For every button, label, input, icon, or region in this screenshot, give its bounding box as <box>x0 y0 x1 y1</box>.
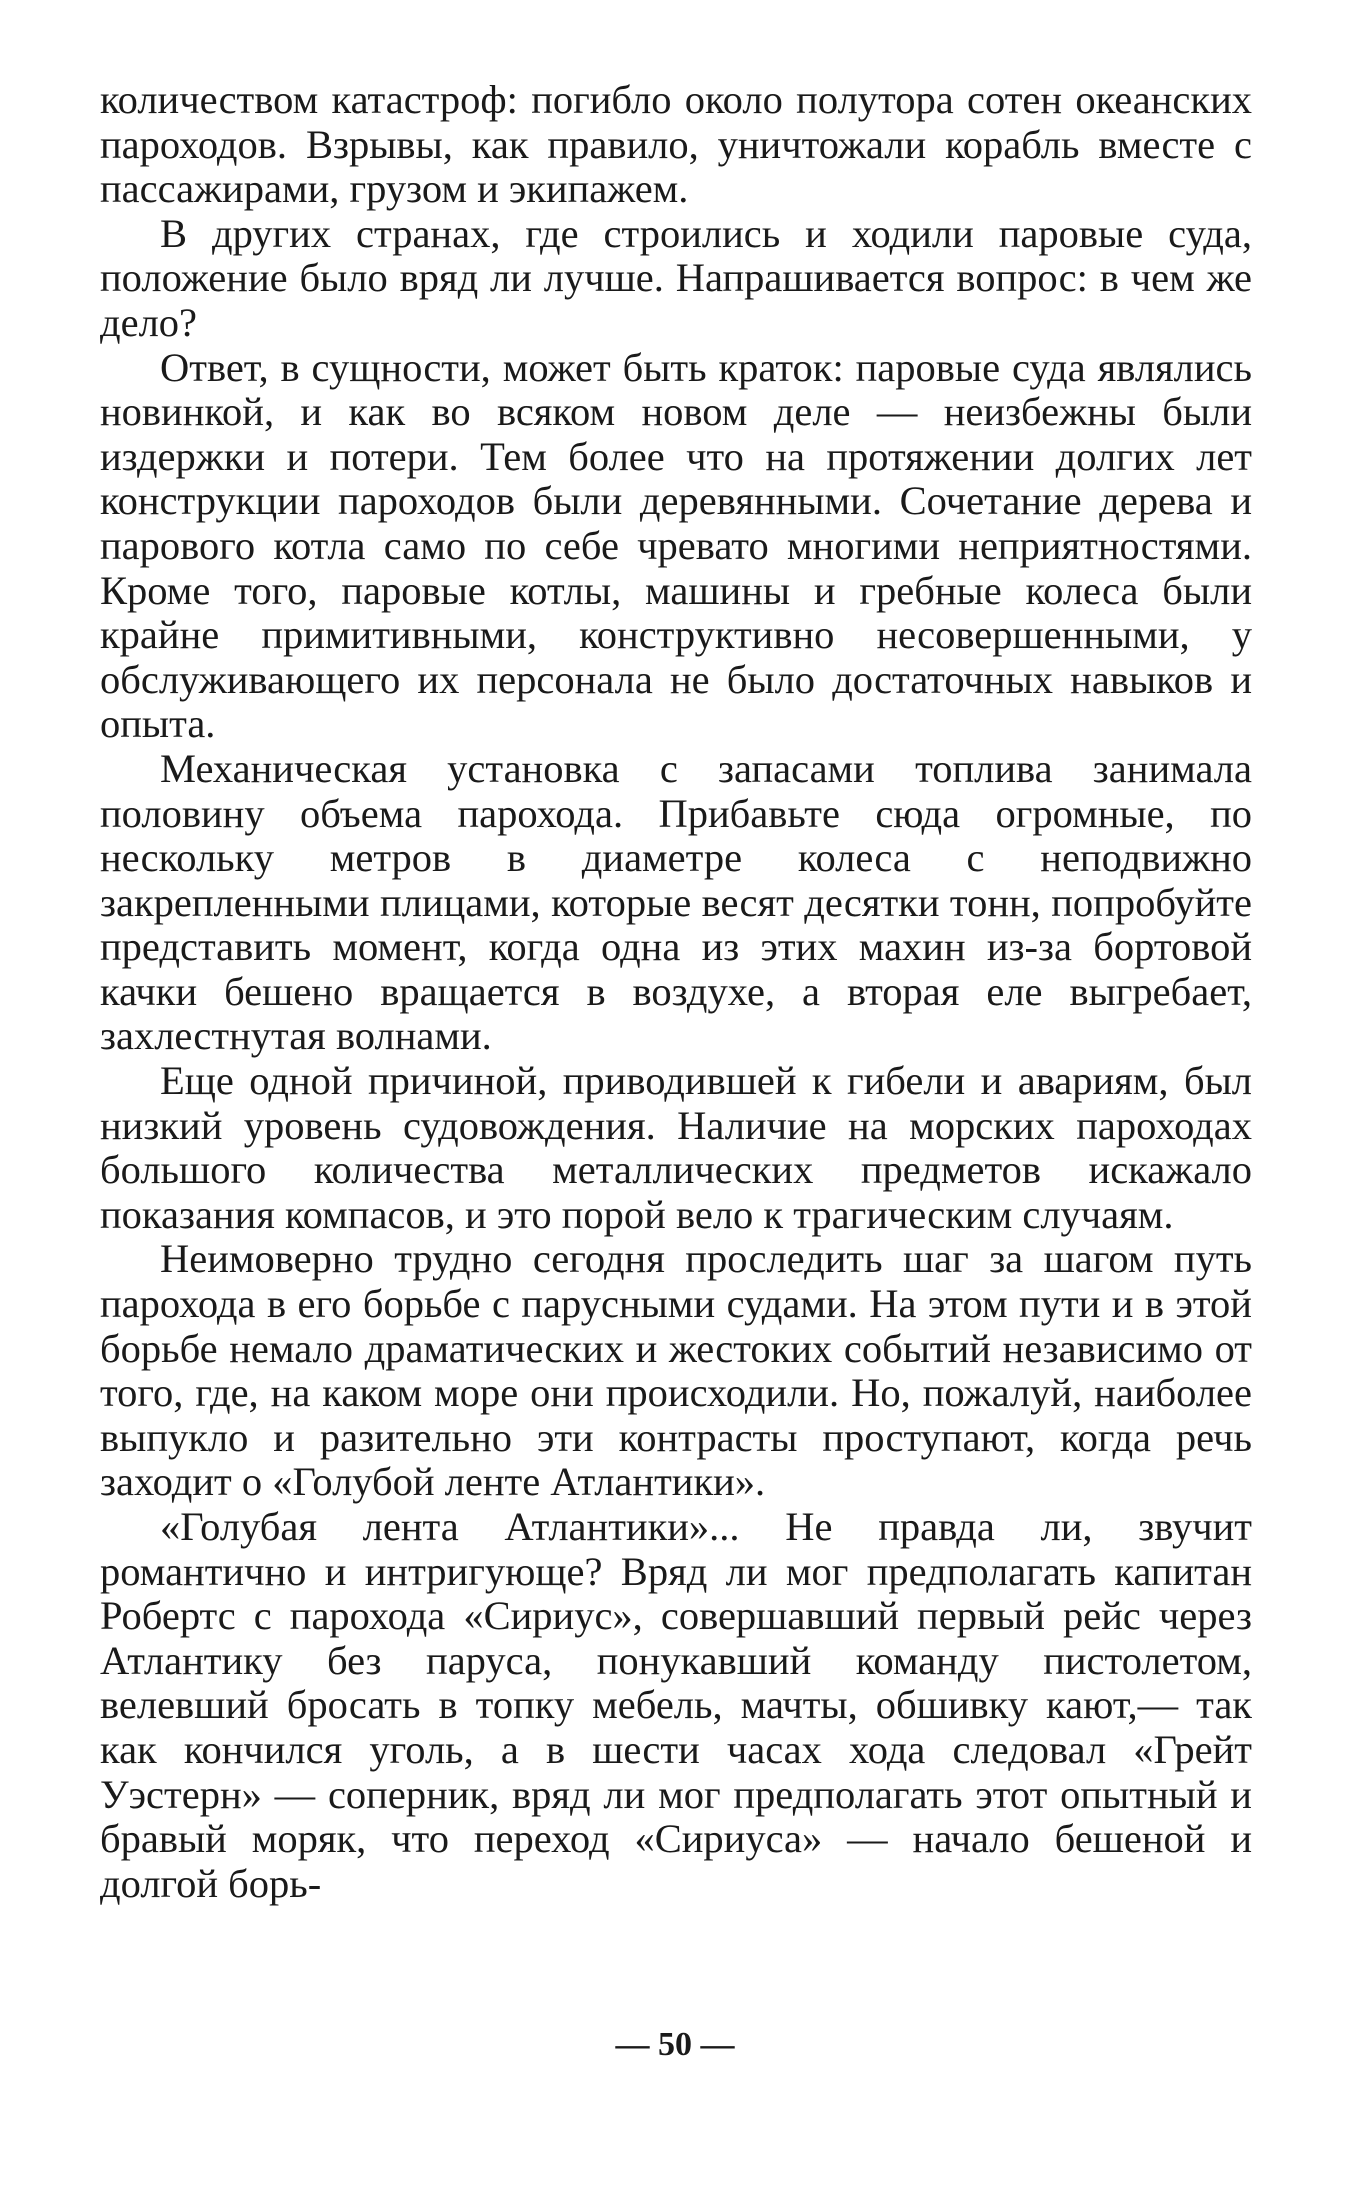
page-number: — 50 — <box>615 2026 735 2063</box>
page-text <box>100 78 1252 1906</box>
paragraph-3: Ответ, в сущности, может быть краток: паровые суда являлись новинкой, и как во всяком новом деле — неизбежны были издержки и потери. Тем более что на протяжении долгих лет конструкции пароходов были деревянными. Сочетание дерева и парового котла само по себе чревато многими неприятностями. Кроме того, паровые котлы, машины и гребные колеса были крайне примитивными, конструктивно несовершенными, у обслуживающего их персонала не было достаточных навыков и опыта. <box>100 344 1252 747</box>
paragraph-2: В других странах, где строились и ходили паровые суда, положение было вряд ли лучше. Напрашивается вопрос: в чем же дело? <box>100 210 1252 345</box>
paragraph-5: Еще одной причиной, приводившей к гибели и авариям, был низкий уровень судовождения. Наличие на морских пароходах большого количества металлических предметов искажало показания компасов, и это порой вело к трагическим случаям. <box>100 1058 1252 1237</box>
paragraph-4: Механическая установка с запасами топлива занимала половину объема парохода. Прибавьте сюда огромные, по нескольку метров в диаметре колеса с неподвижно закрепленными плицами, которые весят десятки тонн, попробуйте представить момент, когда одна из этих махин из-за бортовой качки бешено вращается в воздухе, а вторая еле выгребает, захлестнутая волнами. <box>100 745 1252 1059</box>
paragraph-1: количеством катастроф: погибло около полутора сотен океанских пароходов. Взрывы, как правило, уничтожали корабль вместе с пассажирами, грузом и экипажем. <box>100 77 1252 212</box>
paragraph-6: Неимоверно трудно сегодня проследить шаг за шагом путь парохода в его борьбе с парусными судами. На этом пути и в этой борьбе немало драматических и жестоких событий независимо от того, где, на каком море они происходили. Но, пожалуй, наиболее выпукло и разительно эти контрасты проступают, когда речь заходит о «Голубой ленте Атлантики». <box>100 1236 1252 1505</box>
paragraph-7: «Голубая лента Атлантики»... Не правда ли, звучит романтично и интригующе? Вряд ли мог предполагать капитан Робертс с парохода «Сириус», совершавший первый рейс через Атлантику без паруса, понукавший команду пистолетом, велевший бросать в топку мебель, мачты, обшивку кают,— так как кончился уголь, а в шести часах хода следовал «Грейт Уэстерн» — соперник, вряд ли мог предполагать этот опытный и бравый моряк, что переход «Сириуса» — начало бешеной и долгой борь- <box>100 1504 1252 1906</box>
